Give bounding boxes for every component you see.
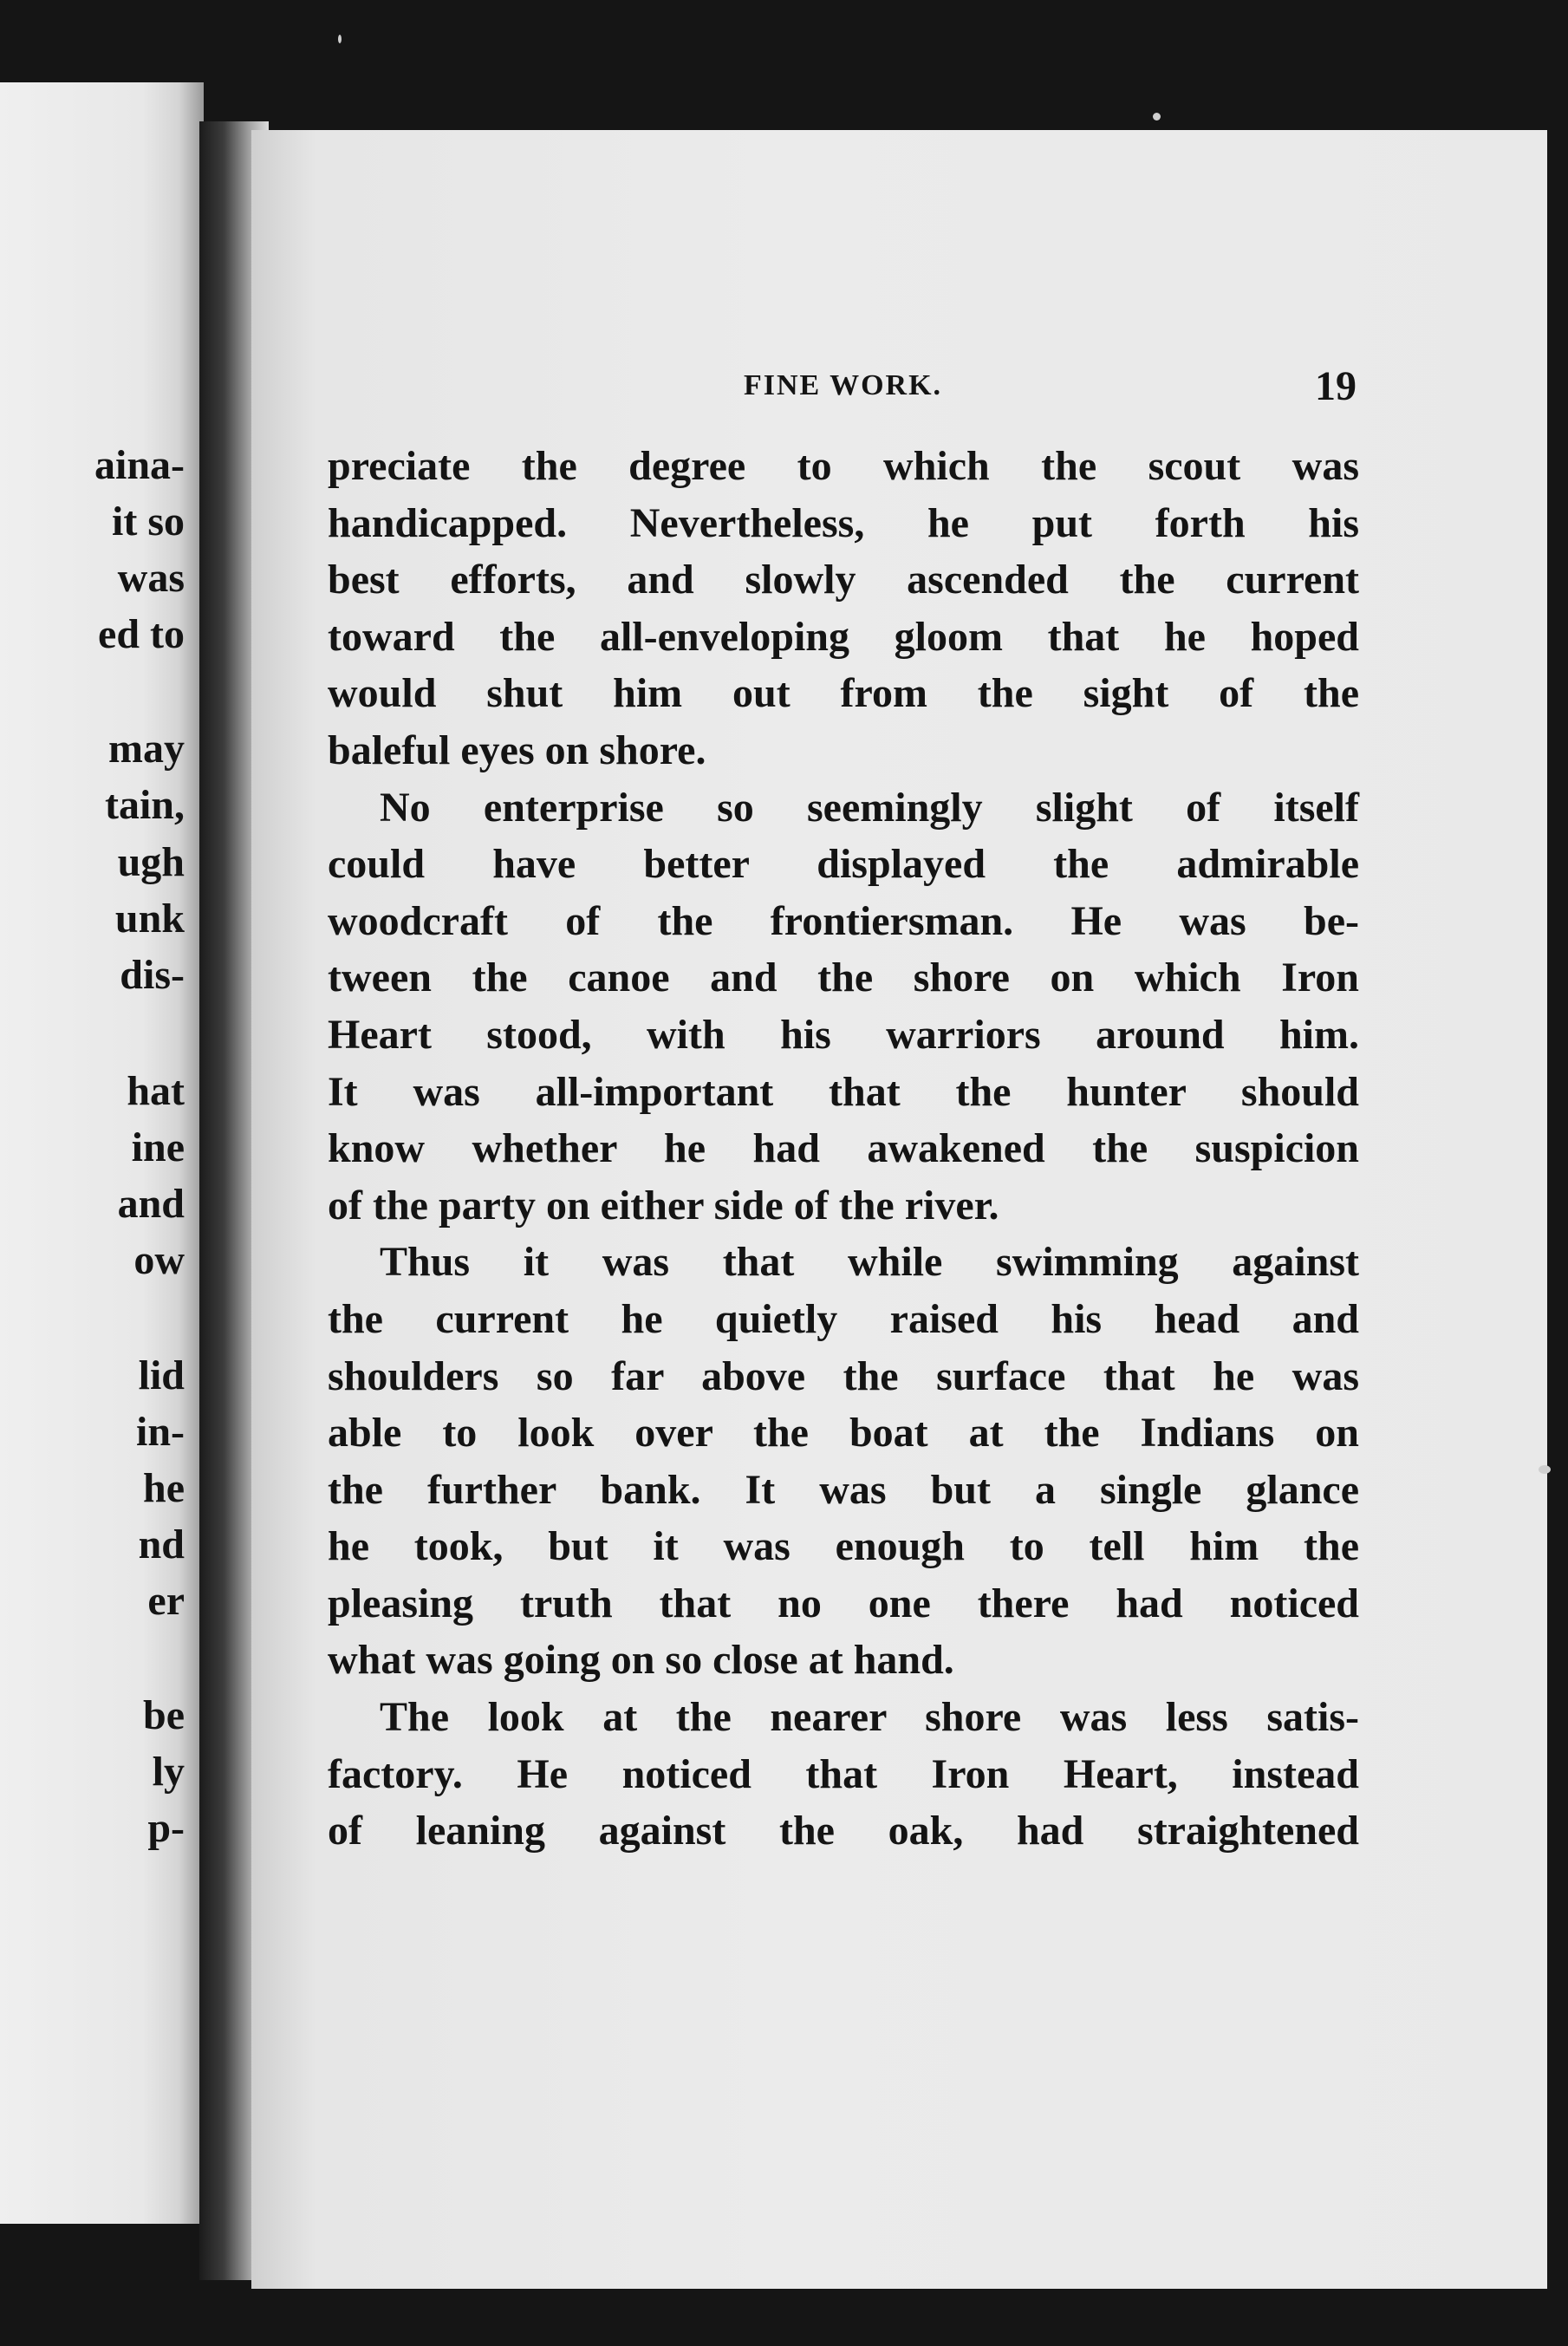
facing-page-fragment: dis-	[120, 952, 185, 998]
paragraph	[328, 779, 1359, 1235]
page-number: 19	[1315, 363, 1357, 409]
facing-page-edge	[0, 82, 204, 2224]
paragraph	[328, 1234, 1359, 1689]
facing-page-fragment: ine	[131, 1124, 185, 1170]
text-line: he took, but it was enough to tell him the	[328, 1523, 1359, 1570]
facing-page-fragment: he	[143, 1465, 185, 1511]
text-line: factory. He noticed that Iron Heart, instead	[328, 1750, 1359, 1797]
text-line: handicapped. Nevertheless, he put forth his	[328, 499, 1359, 546]
text-line: Heart stood, with his warriors around him.	[328, 1011, 1359, 1058]
facing-page-fragment: aina-	[94, 442, 185, 488]
text-line: would shut him out from the sight of the	[328, 670, 1359, 717]
page-header	[329, 362, 1357, 414]
text-line: best efforts, and slowly ascended the current	[328, 557, 1359, 603]
facing-page-fragment: unk	[114, 896, 185, 942]
text-line: able to look over the boat at the Indians on	[328, 1410, 1359, 1456]
text-line: of the party on either side of the river.	[328, 1182, 999, 1228]
text-line: pleasing truth that no one there had noticed	[328, 1580, 1359, 1626]
text-line: the further bank. It was but a single glance	[328, 1466, 1359, 1513]
facing-page-fragment: ugh	[117, 839, 185, 885]
text-line: shoulders so far above the surface that he was	[328, 1352, 1359, 1399]
scan-speck	[1539, 1465, 1551, 1474]
text-line: tween the canoe and the shore on which Iron	[328, 955, 1359, 1001]
facing-page-fragment: ly	[152, 1749, 185, 1795]
facing-page-fragment: in-	[135, 1409, 185, 1455]
text-line: could have better displayed the admirable	[328, 841, 1359, 888]
text-line: It was all-important that the hunter should	[328, 1068, 1359, 1115]
facing-page-fragment: lid	[138, 1352, 185, 1398]
facing-page-fragment: er	[147, 1578, 185, 1624]
text-line: the current he quietly raised his head and	[328, 1295, 1359, 1342]
text-line: baleful eyes on shore.	[328, 727, 706, 773]
text-line: know whether he had awakened the suspicion	[328, 1125, 1359, 1172]
scan-speck	[338, 35, 342, 43]
text-line: preciate the degree to which the scout was	[328, 443, 1359, 489]
text-line: toward the all-enveloping gloom that he hoped	[328, 613, 1359, 660]
facing-page-fragment: it so	[112, 499, 185, 544]
text-line: woodcraft of the frontiersman. He was be-	[328, 897, 1359, 944]
facing-page-fragment: was	[117, 555, 185, 601]
text-line: The look at the nearer shore was less satis-	[380, 1694, 1359, 1741]
facing-page-fragment: p-	[147, 1805, 185, 1851]
running-head: FINE WORK.	[743, 369, 943, 401]
text-line: Thus it was that while swimming against	[380, 1239, 1359, 1286]
scan-speck	[1153, 113, 1161, 121]
paragraph	[328, 1689, 1359, 1860]
facing-page-fragment: and	[117, 1181, 185, 1227]
book-page	[251, 130, 1547, 2289]
facing-page-fragment: ow	[133, 1237, 185, 1283]
body-text	[328, 438, 1359, 1860]
facing-page-fragment: ed to	[98, 611, 185, 657]
facing-page-fragment: may	[108, 726, 185, 772]
facing-page-fragment: hat	[127, 1068, 185, 1114]
facing-page-fragment: nd	[138, 1522, 185, 1567]
facing-page-fragment: tain,	[104, 782, 185, 828]
text-line: of leaning against the oak, had straightened	[328, 1808, 1359, 1854]
text-line: what was going on so close at hand.	[328, 1637, 954, 1684]
paragraph	[328, 438, 1359, 779]
text-line: No enterprise so seemingly slight of itself	[380, 784, 1359, 831]
facing-page-fragment: be	[143, 1692, 185, 1738]
